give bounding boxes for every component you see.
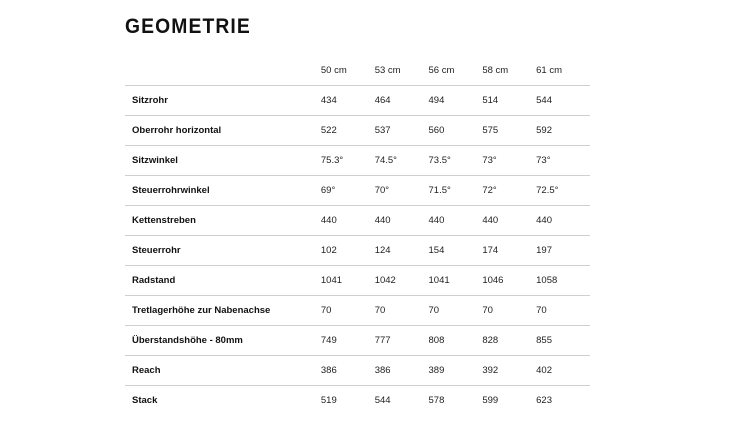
table-cell: 389 [429,356,483,386]
table-cell: 575 [482,116,536,146]
header-label-cell [125,56,321,86]
table-cell: 514 [482,86,536,116]
table-cell: 386 [321,356,375,386]
table-cell: 71.5° [429,176,483,206]
table-cell: 1058 [536,266,590,296]
table-cell: 440 [375,206,429,236]
row-label: Radstand [125,266,321,296]
table-cell: 855 [536,326,590,356]
row-label: Sitzrohr [125,86,321,116]
table-row [125,206,590,236]
table-cell: 73° [536,146,590,176]
row-label: Überstandshöhe - 80mm [125,326,321,356]
table-cell: 72° [482,176,536,206]
table-cell: 70 [482,296,536,326]
table-cell: 440 [536,206,590,236]
row-label: Steuerrohrwinkel [125,176,321,206]
table-cell: 434 [321,86,375,116]
table-row [125,386,590,416]
table-cell: 386 [375,356,429,386]
row-label: Steuerrohr [125,236,321,266]
table-row [125,146,590,176]
table-row [125,326,590,356]
table-cell: 749 [321,326,375,356]
geometry-table [125,56,590,415]
table-cell: 102 [321,236,375,266]
table-row [125,176,590,206]
column-header-size: 50 cm [321,56,375,86]
column-header-size: 61 cm [536,56,590,86]
table-cell: 74.5° [375,146,429,176]
table-cell: 70 [429,296,483,326]
table-row [125,266,590,296]
column-header-size: 56 cm [429,56,483,86]
column-header-size: 53 cm [375,56,429,86]
table-cell: 1041 [321,266,375,296]
table-cell: 623 [536,395,552,406]
table-cell: 828 [482,326,536,356]
table-cell: 73.5° [429,146,483,176]
table-cell: 808 [429,326,483,356]
row-label: Kettenstreben [125,206,321,236]
table-cell: 174 [482,236,536,266]
table-cell: 544 [536,86,590,116]
table-header-row [125,56,590,86]
table-cell: 1046 [482,266,536,296]
table-row [125,356,590,386]
table-cell: 72.5° [536,176,590,206]
table-cell: 402 [536,356,590,386]
table-row [125,116,590,146]
row-label: Reach [125,356,321,386]
table-cell: 392 [482,356,536,386]
table-cell: 592 [536,116,590,146]
table-cell: 1041 [429,266,483,296]
table-cell: 544 [374,395,391,406]
table-cell: 69° [321,176,375,206]
table-cell: 70° [375,176,429,206]
row-label: Sitzwinkel [125,146,321,176]
table-cell: 70 [321,296,375,326]
table-cell: 124 [375,236,429,266]
column-header-size: 58 cm [482,56,536,86]
table-cell: 578 [428,395,445,406]
table-row [125,236,590,266]
table-cell: 70 [536,296,590,326]
page-title: GEOMETRIE [125,15,251,38]
table-cell: 440 [482,206,536,236]
table-cell: 522 [321,116,375,146]
table-cell: 537 [375,116,429,146]
table-cell: 519 [320,395,337,406]
table-cell: 70 [375,296,429,326]
table-cell: 599 [482,395,499,406]
table-cell: 464 [375,86,429,116]
row-label: Stack [132,395,158,406]
table-cell: 440 [321,206,375,236]
table-cell: 494 [429,86,483,116]
table-cell: 154 [429,236,483,266]
table-cell: 440 [429,206,483,236]
table-cell: 560 [429,116,483,146]
table-cell: 1042 [375,266,429,296]
row-label: Oberrohr horizontal [125,116,321,146]
table-row [125,296,590,326]
table-row [125,86,590,116]
table-cell: 73° [482,146,536,176]
table-cell: 777 [375,326,429,356]
table-cell: 75.3° [321,146,375,176]
table-cell: 197 [536,236,590,266]
row-label: Tretlagerhöhe zur Nabenachse [125,296,321,326]
